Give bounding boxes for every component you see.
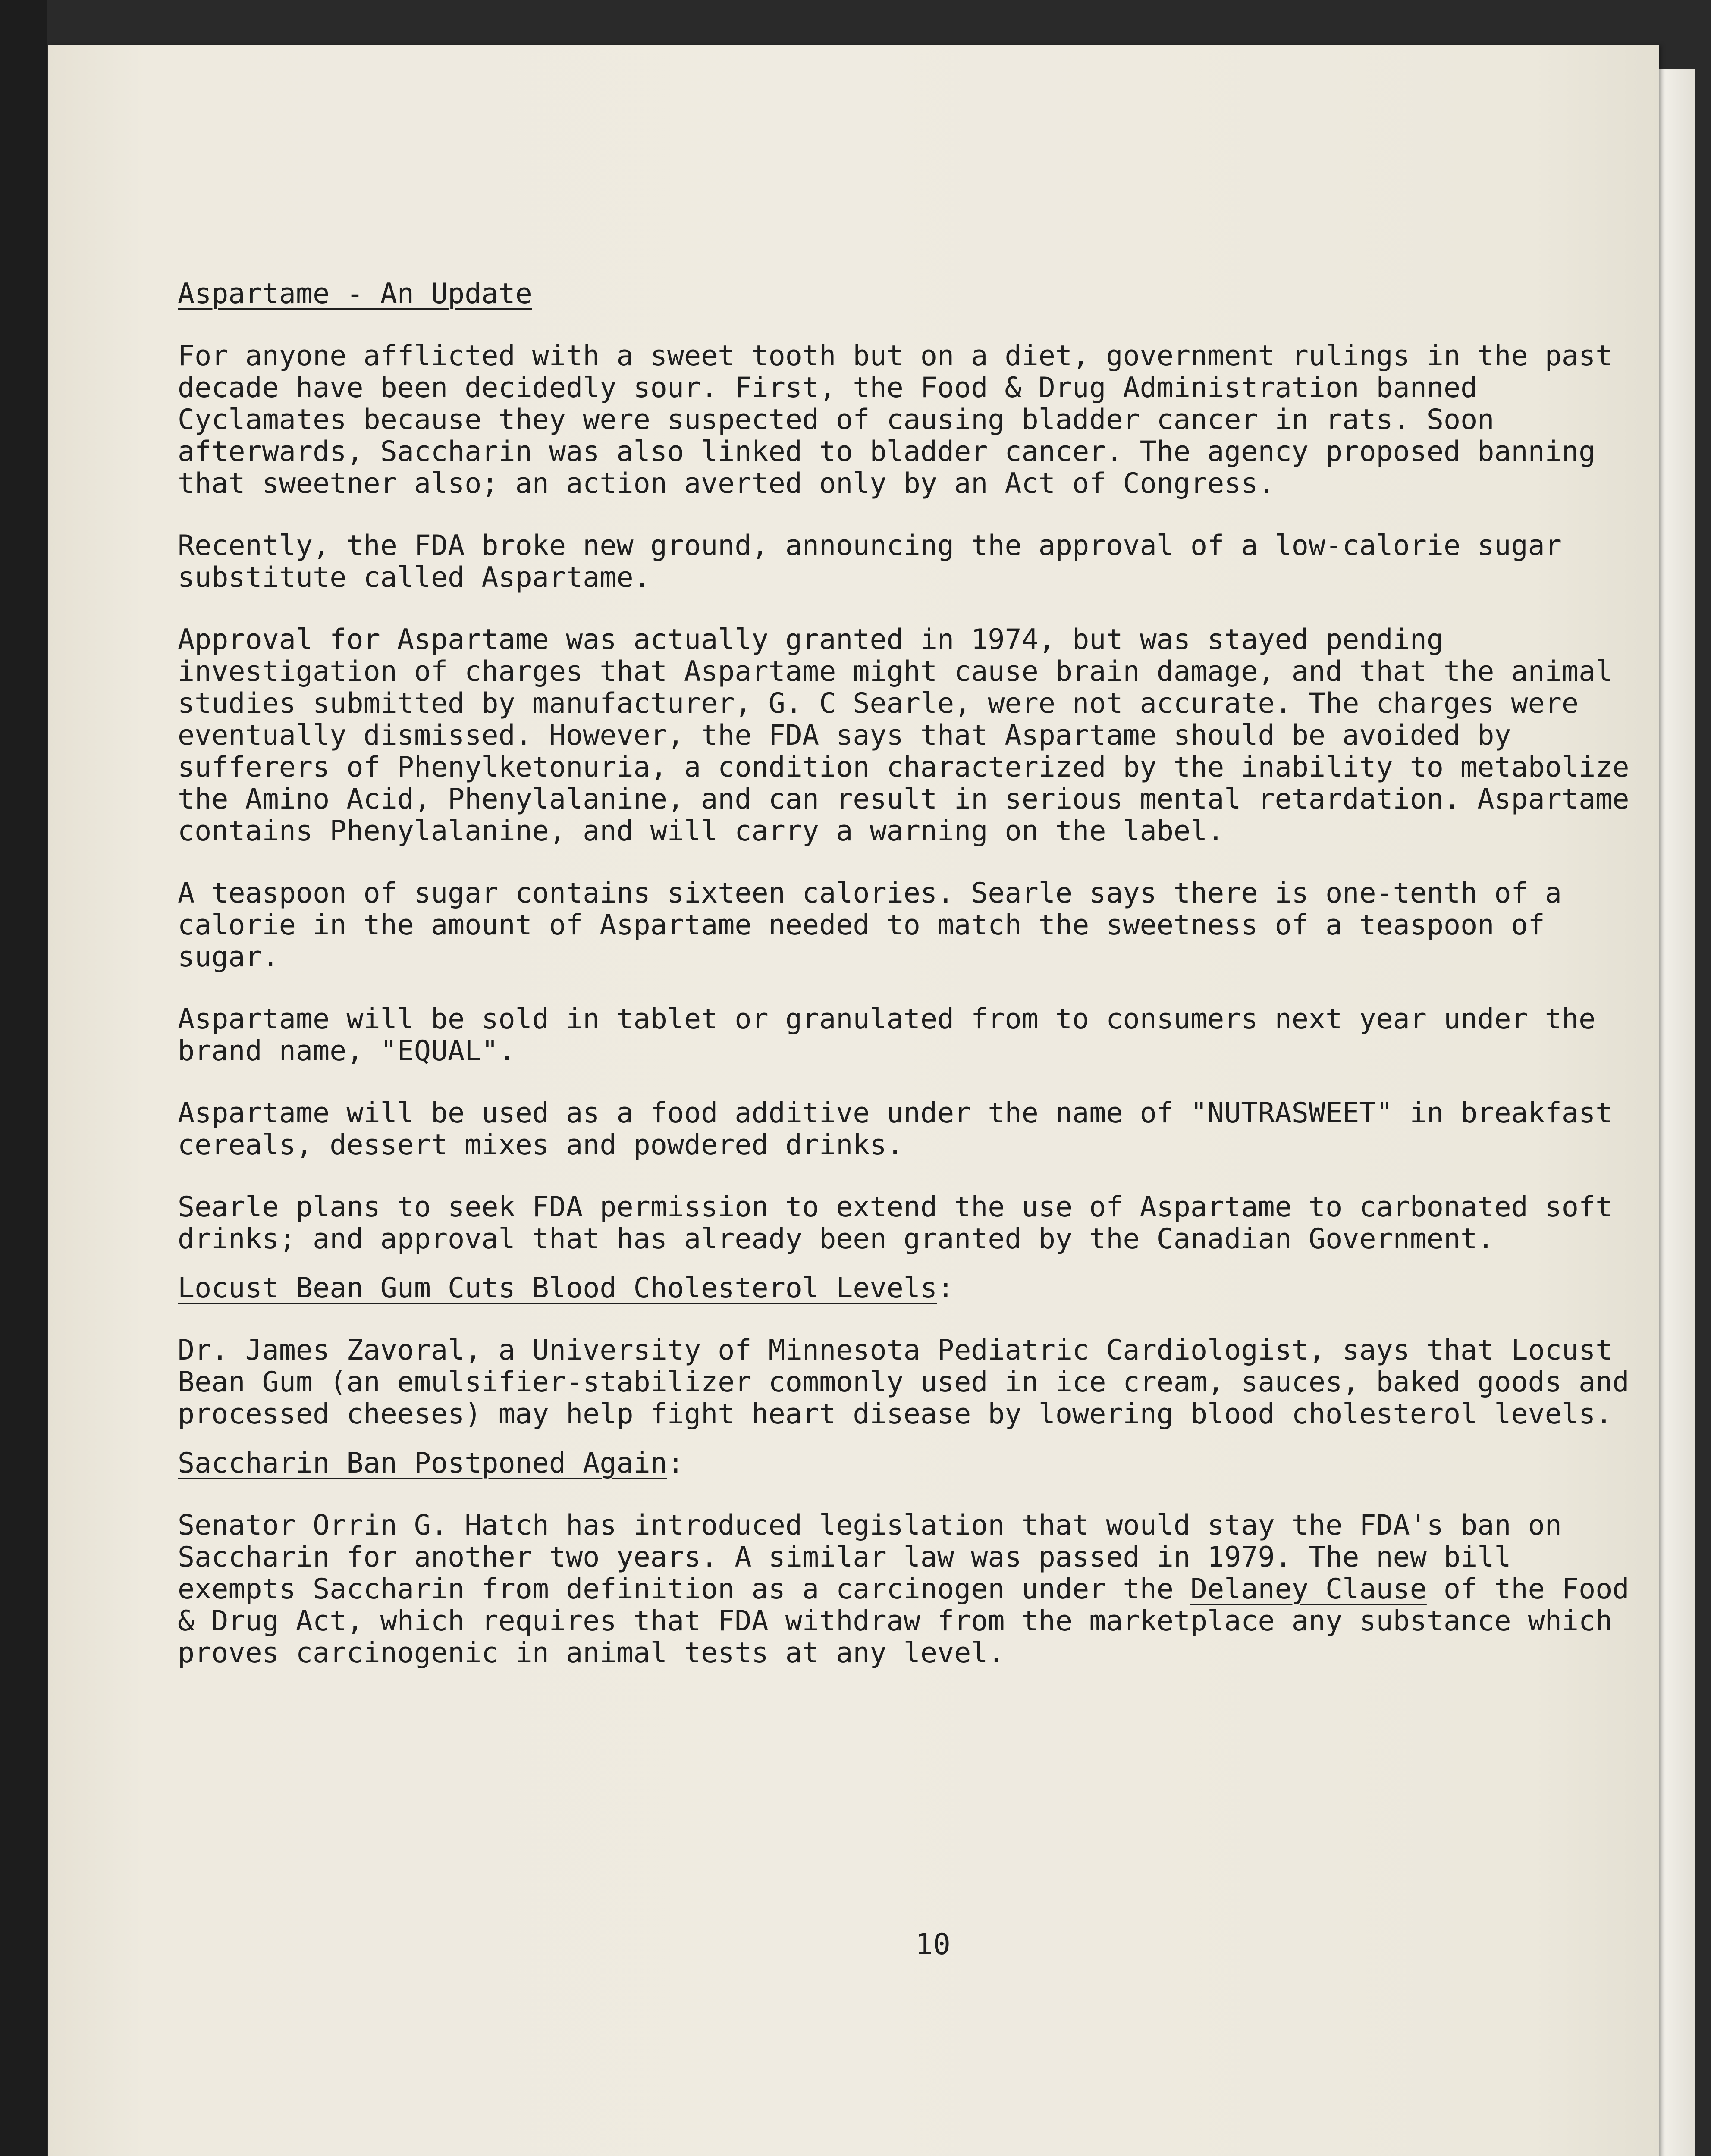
section-saccharin-ban bbox=[178, 1448, 1644, 1479]
page-number: 10 bbox=[915, 1927, 951, 1962]
paragraph-aspartame-3: Approval for Aspartame was actually granted in 1974, but was stayed pending investigation of charges that Aspartame might cause brain damage, and that the animal studies submitted by manufacturer, G. C Searle, were not accurate. The charges were eventually dismissed. However, the FDA says that Aspartame should be avoided by sufferers of Phenylketonuria, a condition characterized by the inability to metabolize the Amino Acid, Phenylalanine, and can result in serious mental retardation. Aspartame contains Phenylalanine, and will carry a warning on the label. bbox=[178, 624, 1629, 847]
paragraph-saccharin-ban bbox=[178, 1510, 1644, 1669]
heading-locust-bean-gum: Locust Bean Gum Cuts Blood Cholesterol Levels bbox=[178, 1272, 937, 1304]
section-aspartame bbox=[178, 278, 1644, 310]
heading-aspartame-update: Aspartame - An Update bbox=[178, 278, 532, 310]
heading-colon: : bbox=[937, 1272, 954, 1304]
page-content bbox=[178, 278, 1644, 1669]
paragraph-locust-bean-gum: Dr. James Zavoral, a University of Minnesota Pediatric Cardiologist, says that Locust Bean Gum (an emulsifier-stabilizer commonly used in ice cream, sauces, baked goods and processed cheeses) may help fight heart disease by lowering blood cholesterol levels. bbox=[178, 1334, 1629, 1430]
paragraph-aspartame-6: Aspartame will be used as a food additive under the name of "NUTRASWEET" in breakfast cereals, dessert mixes and powdered drinks. bbox=[178, 1097, 1613, 1161]
section-locust-bean-gum bbox=[178, 1272, 1644, 1304]
paragraph-aspartame-2: Recently, the FDA broke new ground, announcing the approval of a low-calorie sugar substitute called Aspartame. bbox=[178, 530, 1562, 594]
paragraph-aspartame-1: For anyone afflicted with a sweet tooth but on a diet, government rulings in the past decade have been decidedly sour. First, the Food & Drug Administration banned Cyclamates because they were suspected of causing bladder cancer in rats. Soon afterwards, Saccharin was also linked to bladder cancer. The agency proposed banning that sweetner also; an action averted only by an Act of Congress. bbox=[178, 340, 1613, 500]
paragraph-aspartame-4: A teaspoon of sugar contains sixteen calories. Searle says there is one-tenth of a calorie in the amount of Aspartame needed to match the sweetness of a teaspoon of sugar. bbox=[178, 877, 1562, 973]
document-page bbox=[48, 45, 1659, 2156]
scan-backdrop bbox=[0, 0, 47, 2156]
paragraph-saccharin-text-before: Senator Orrin G. Hatch has introduced legislation that would stay the FDA's ban on Saccharin for another two years. A similar law was passed in 1979. The new bill exempts Saccharin from definition as a carcinogen under the bbox=[178, 1509, 1562, 1605]
heading-saccharin-ban: Saccharin Ban Postponed Again bbox=[178, 1447, 667, 1479]
paragraph-aspartame-7: Searle plans to seek FDA permission to extend the use of Aspartame to carbonated soft drinks; and approval that has already been granted by the Canadian Government. bbox=[178, 1191, 1613, 1255]
paragraph-aspartame-5: Aspartame will be sold in tablet or granulated from to consumers next year under the brand name, "EQUAL". bbox=[178, 1003, 1596, 1067]
paragraph-saccharin-text-after: of the Food & Drug Act, which requires that FDA withdraw from the marketplace any substance which proves carcinogenic in animal tests at any level. bbox=[178, 1573, 1629, 1669]
delaney-clause-term: Delaney Clause bbox=[1190, 1573, 1427, 1605]
heading-colon: : bbox=[667, 1447, 684, 1479]
